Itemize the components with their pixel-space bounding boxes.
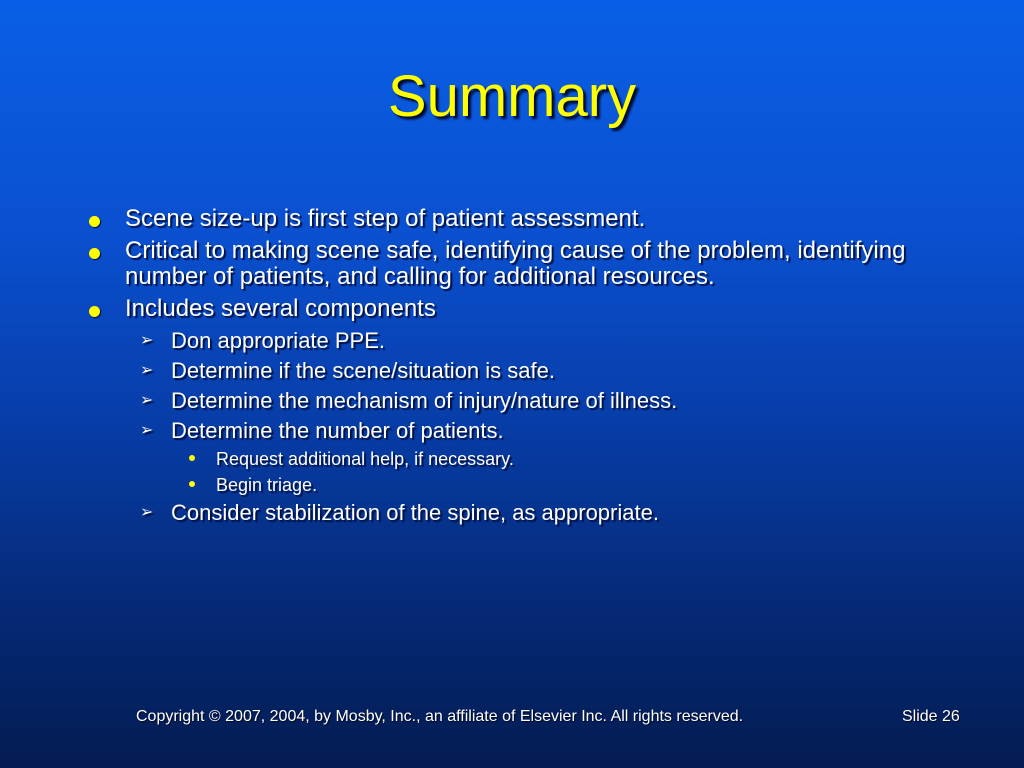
sub-sub-bullet-text: Request additional help, if necessary. [216,449,514,469]
sub-bullet-item [84,358,954,384]
sub-sub-bullet-item [84,448,954,470]
small-dot-icon [189,481,195,487]
bullet-dot-icon [89,248,100,259]
bullet-item [84,296,954,322]
arrow-bullet-icon: ➢ [140,504,154,521]
slide-content [84,206,954,530]
sub-sub-bullet-item [84,474,954,496]
arrow-bullet-icon: ➢ [140,422,154,439]
sub-sub-bullet-text: Begin triage. [216,475,318,495]
arrow-bullet-icon: ➢ [140,362,154,379]
slide-number: Slide 26 [902,708,960,725]
bullet-item [84,206,954,232]
bullet-text: Includes several components [125,295,436,322]
small-dot-icon [189,455,195,461]
sub-bullet-item [84,500,954,526]
sub-bullet-text: Consider stabilization of the spine, as appropriate. [171,500,659,525]
bullet-text: Critical to making scene safe, identifying cause of the problem, identifying number of patients, and calling for additional resources. [125,237,906,290]
slide-title: Summary [387,64,637,129]
sub-bullet-text: Determine the number of patients. [171,418,504,443]
bullet-item [84,238,954,290]
sub-bullet-item [84,388,954,414]
arrow-bullet-icon: ➢ [140,392,154,409]
sub-bullet-item [84,328,954,354]
sub-bullet-item [84,418,954,444]
bullet-dot-icon [89,216,100,227]
arrow-bullet-icon: ➢ [140,332,154,349]
bullet-dot-icon [89,306,100,317]
sub-bullet-text: Determine if the scene/situation is safe. [171,358,555,383]
sub-bullet-text: Don appropriate PPE. [171,328,386,353]
copyright-footer: Copyright © 2007, 2004, by Mosby, Inc., an affiliate of Elsevier Inc. All rights reserved. [136,708,744,725]
sub-bullet-text: Determine the mechanism of injury/nature of illness. [171,388,678,413]
bullet-text: Scene size-up is first step of patient assessment. [125,205,646,232]
